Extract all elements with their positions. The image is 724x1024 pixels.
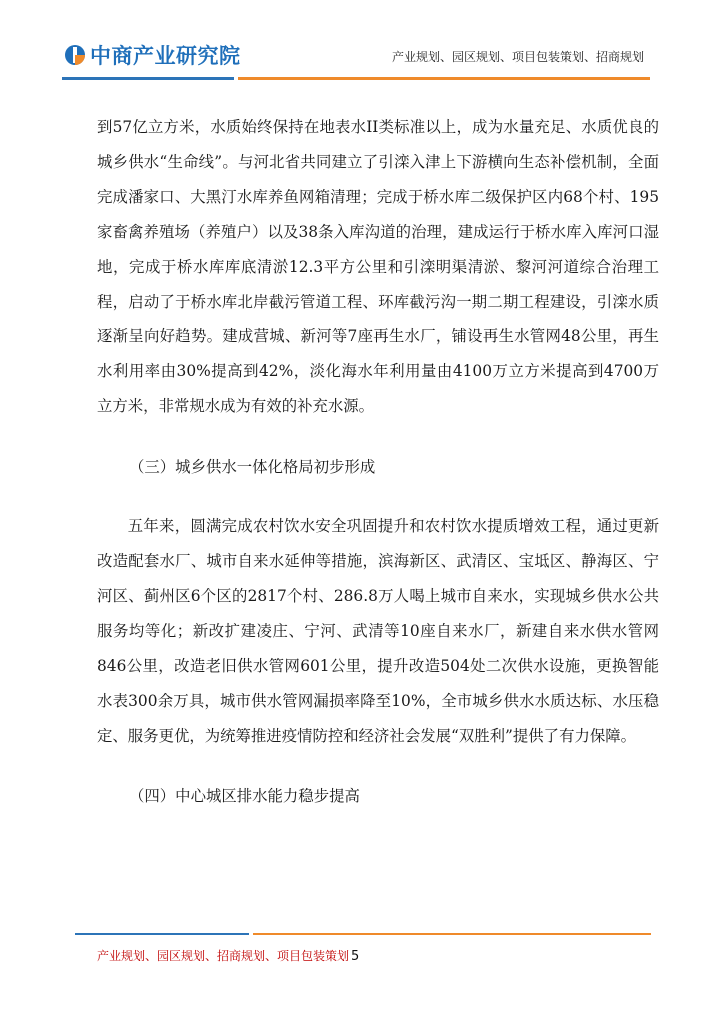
header-rule-orange bbox=[238, 77, 650, 80]
header-rule-blue bbox=[62, 77, 234, 80]
document-body bbox=[97, 110, 659, 814]
footer bbox=[97, 947, 359, 964]
brand-logo bbox=[64, 40, 241, 70]
footer-tagline: 产业规划、园区规划、招商规划、项目包装策划 bbox=[97, 949, 350, 963]
logo-text: 中商产业研究院 bbox=[90, 44, 241, 68]
page-number: 5 bbox=[351, 949, 360, 964]
footer-rule-blue bbox=[75, 933, 249, 935]
section-heading-4: （四）中心城区排水能力稳步提高 bbox=[129, 787, 360, 806]
footer-rule-orange bbox=[253, 933, 651, 935]
section-heading-3: （三）城乡供水一体化格局初步形成 bbox=[129, 458, 376, 477]
logo-mark-icon bbox=[64, 44, 86, 66]
header-tagline: 产业规划、园区规划、项目包装策划、招商规划 bbox=[391, 50, 644, 64]
body-paragraph-2: 五年来，圆满完成农村饮水安全巩固提升和农村饮水提质增效工程，通过更新改造配套水厂、城市自来水延伸等措施，滨海新区、武清区、宝坻区、静海区、宁河区、蓟州区6个区的2817个村、286.8万人喝上城市自来水，实现城乡供水公共服务均等化；新改扩建凌庄、宁河、武清等10座自来水厂，新建自来水供水管网846公里，改造老旧供水管网601公里，提升改造504处二次供水设施，更换智能水表300余万具，城市供水管网漏损率降至10%，全市城乡供水水质达标、水压稳定、服务更优，为统筹推进疫情防控和经济社会发展“双胜利”提供了有力保障。 bbox=[97, 517, 659, 745]
body-paragraph-1: 到57亿立方米，水质始终保持在地表水II类标准以上，成为水量充足、水质优良的城乡供水“生命线”。与河北省共同建立了引滦入津上下游横向生态补偿机制，全面完成潘家口、大黑汀水库养鱼网箱清理；完成于桥水库二级保护区内68个村、195家畜禽养殖场（养殖户）以及38条入库沟道的治理，建成运行于桥水库入库河口湿地，完成于桥水库库底清淤12.3平方公里和引滦明渠清淤、黎河河道综合治理工程，启动了于桥水库北岸截污管道工程、环库截污沟一期二期工程建设，引滦水质逐渐呈向好趋势。建成营城、新河等7座再生水厂，铺设再生水管网48公里，再生水利用率由30%提高到42%，淡化海水年利用量由4100万立方米提高到4700万立方米，非常规水成为有效的补充水源。 bbox=[97, 118, 659, 416]
